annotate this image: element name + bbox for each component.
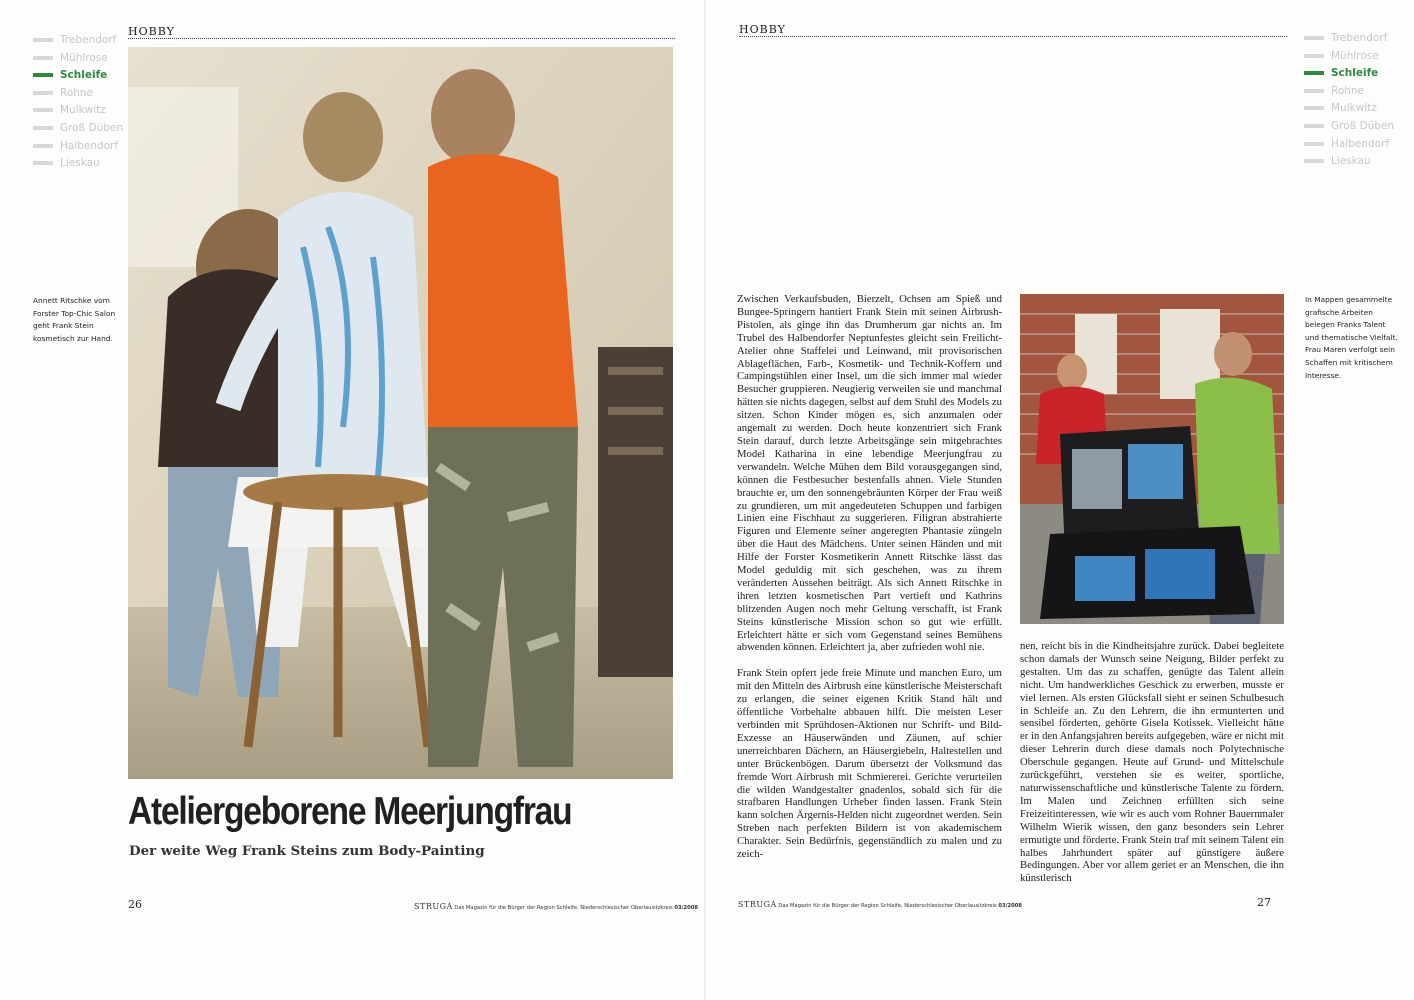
article-paragraph: Zwischen Verkaufsbuden, Bierzelt, Ochsen am Spieß und Bungee-Springern hantiert Frank Stein mit seinen Airbrush-Pistolen, als ginge ihn das Drumherum gar nichts an. Im Trubel des Halbendorfer Neptunfestes gleicht sein Freilicht-Atelier ohne Staffelei und Leinwand, mit provisorischen Ablageflächen, Farb-, Kosmetik- und Technik-Koffern und Campingstühlen einer Insel, um die sich immer mal wieder Besucher gruppieren. Neugierig verweilen sie und manchmal hätten sie nichts dagegen, selbst auf dem Stuhl des Models zu sitzen. Schon Kinder mögen es, sich anzumalen oder angemalt zu werden. Doch heute konzentriert sich Frank Stein darauf, durch letzte Arbeitsgänge sein mitgebrachtes Model Katharina in eine lebendige Meerjungfrau zu verwandeln. Welche Mühen dem Bild vorausgegangen sind, können die Festbesucher bestenfalls ahnen. Viele Stunden brauchte er, um den sonnengebräunten Körper der Frau weiß zu grundieren, um mit angedeuteten Schuppen und farbigen Linien eine Fischhaut zu suggerieren. Filigran abstrahierte Figuren und Elemente seiner angeregten Phantasie züngeln über die Haut des Mädchens. Unter seinen Händen und mit Hilfe der Forster Kosmetikerin Annett Ritschke lässt das Model geduldig mit sich geschehen, was zu ihrem veränderten Aussehen beiträgt. Als sich Annett Ritschke in ihren letzten kosmetischen Part vertieft und Kathrins blitzenden Augen noch mehr Geltung verschafft, ist Frank Steins künstlerische Mission schon so gut wie erfüllt. Erleichtert hätte er sich vom Gegenstand seines Bemühens abwenden können. Erleichtert ja, aber zufrieden wohl nie. — [737, 293, 1002, 654]
nav-item[interactable] — [33, 120, 123, 138]
section-label: HOBBY — [128, 25, 175, 38]
nav-bar-icon — [1304, 124, 1324, 128]
imprint-issue: 03/2008 — [674, 905, 698, 911]
nav-item[interactable] — [1304, 153, 1394, 171]
nav-item-label: Mulkwitz — [1331, 102, 1377, 115]
nav-item-label: Rohne — [1331, 84, 1365, 97]
nav-item-label: Halbendorf — [1331, 137, 1390, 150]
nav-bar-icon — [1304, 54, 1324, 58]
nav-item[interactable] — [33, 32, 123, 50]
imprint-brand: STRUGA — [414, 902, 453, 911]
nav-item[interactable] — [33, 102, 123, 120]
photo-caption-right: In Mappen gesammelte grafische Arbeiten belegen Franks Talent und thematische Vielfalt. Frau Maren verfolgt sein Schaffen mit kritischem Interesse. — [1305, 295, 1398, 380]
nav-bar-icon — [33, 91, 53, 95]
portfolio-photo — [1020, 294, 1284, 624]
nav-item-label: Trebendorf — [60, 34, 117, 46]
magazine-imprint-left — [414, 902, 698, 911]
section-rule — [128, 38, 675, 39]
article-paragraph: nen, reicht bis in die Kindheitsjahre zurück. Dabei begleitete schon damals der Wunsch seine Neigung, Bilder perfekt zu gestalten. Um das zu schaffen, genügte das Talent allein nicht. Um handwerkliches Geschick zu erwerben, musste er viel lernen. Als ersten Glücksfall sieht er seinen Schulbesuch in Schleife an. Zu den Lehrern, die ihn ermunterten und sensibel förderten, gehörte Gisela Kotissek. Vielleicht hätte er in den Anfangsjahren bereits aufgegeben, wäre er nicht mit dieser Lehrerin durch diese damals noch Polytechnische Oberschule gegangen. Heute auf Grund- und Mittelschule zurückgeführt, verstehen sie es weiter, sportliche, naturwissenschaftliche und künstlerische Talente zu fördern. Im Malen und Zeichnen erfüllten sich seine Freizeitinteressen, wie wir es auch vom Rohner Bauernmaler Wilhelm Wierik wissen, den ganz besonders sein Lehrer ermutigte und förderte. Frank Stein traf mit seinem Talent ein halbes Jahrhundert später auf günstigere äußere Bedingungen. Aber vor allem geriet er an Menschen, die ihn künstlerisch — [1020, 640, 1284, 885]
nav-bar-icon — [33, 126, 53, 130]
imprint-tagline: Das Magazin für die Bürger der Region Schleife, Niederschlesischer Oberlausitzkreis — [454, 905, 673, 911]
nav-item-label: Mühlrose — [1331, 49, 1379, 62]
nav-bar-icon — [1304, 159, 1324, 163]
nav-bar-icon — [1304, 36, 1324, 40]
section-rule — [739, 36, 1287, 37]
nav-item[interactable] — [33, 67, 123, 85]
nav-item[interactable] — [1304, 83, 1394, 101]
nav-bar-icon — [1304, 71, 1324, 75]
nav-item-label: Mulkwitz — [60, 104, 106, 117]
article-subheadline: Der weite Weg Frank Steins zum Body-Painting — [129, 843, 485, 859]
article-column-2 — [1020, 640, 1284, 898]
nav-item-label: Rohne — [60, 86, 94, 99]
nav-item-label: Schleife — [60, 69, 108, 82]
nav-bar-icon — [33, 38, 53, 42]
imprint-brand: STRUGA — [738, 900, 777, 909]
right-page — [707, 0, 1414, 1000]
village-nav-right — [1304, 30, 1394, 171]
nav-bar-icon — [33, 161, 53, 165]
nav-bar-icon — [33, 56, 53, 60]
nav-item-label: Mühlrose — [60, 51, 108, 64]
nav-bar-icon — [1304, 142, 1324, 146]
nav-item[interactable] — [33, 138, 123, 156]
nav-item[interactable] — [1304, 118, 1394, 136]
nav-bar-icon — [1304, 106, 1324, 110]
nav-item-label: Trebendorf — [1331, 32, 1388, 44]
page-number-left: 26 — [128, 898, 142, 911]
article-headline: Ateliergeborene Meerjungfrau — [128, 790, 572, 833]
nav-item-label: Groß Düben — [1331, 119, 1395, 132]
nav-item-label: Lieskau — [1331, 155, 1371, 168]
body-painting-photo — [128, 47, 673, 779]
nav-item[interactable] — [1304, 30, 1394, 48]
nav-bar-icon — [33, 73, 53, 77]
photo-caption-left: Annett Ritschke vom Forster Top-Chic Salon geht Frank Stein kosmetisch zur Hand. — [33, 296, 116, 343]
village-nav-left — [33, 32, 123, 173]
nav-item[interactable] — [1304, 65, 1394, 83]
magazine-imprint-right — [738, 900, 1022, 909]
article-column-1 — [737, 293, 1002, 874]
nav-item[interactable] — [1304, 100, 1394, 118]
nav-item-label: Lieskau — [60, 157, 100, 170]
nav-item-label: Halbendorf — [60, 139, 119, 152]
nav-bar-icon — [33, 108, 53, 112]
nav-item[interactable] — [33, 85, 123, 103]
nav-item[interactable] — [1304, 136, 1394, 154]
nav-item-label: Groß Düben — [60, 121, 124, 134]
page-number-right: 27 — [1257, 896, 1271, 909]
nav-item[interactable] — [33, 155, 123, 173]
left-page — [0, 0, 705, 1000]
article-paragraph: Frank Stein opfert jede freie Minute und manchen Euro, um mit den Mitteln des Airbrush eine künstlerische Meisterschaft zu erlangen, die seiner eigenen Kritik Stand hält und öffentliche Vorbehalte abbauen hilft. Die meisten Leser verbinden mit Sprühdosen-Aktionen nur Schrift- und Bild-Exzesse an Häuserwänden und Zäunen, auf schier unerreichbaren Dächern, an Häusergiebeln, Haltestellen und unter Brückenbögen. Darum übersetzt der Volksmund das fremde Wort Airbrush mit Schmiererei. Gerichte verurteilen die wilden Wandgestalter gnadenlos, sobald sich für die strafbaren Handlungen Urheber finden lassen. Frank Stein kann solchen Ärgernis-Helden nicht zugeordnet werden. Sein Streben nach perfekten Bildern ist von akademischem Charakter. Sein Bedürfnis, gegenständlich zu malen und zu zeich- — [737, 667, 1002, 861]
nav-item[interactable] — [1304, 48, 1394, 66]
nav-item[interactable] — [33, 50, 123, 68]
imprint-issue: 03/2008 — [998, 903, 1022, 909]
imprint-tagline: Das Magazin für die Bürger der Region Schleife, Niederschlesischer Oberlausitzkreis — [778, 903, 997, 909]
section-label: HOBBY — [739, 23, 786, 36]
nav-bar-icon — [33, 144, 53, 148]
nav-bar-icon — [1304, 89, 1324, 93]
nav-item-label: Schleife — [1331, 67, 1379, 80]
